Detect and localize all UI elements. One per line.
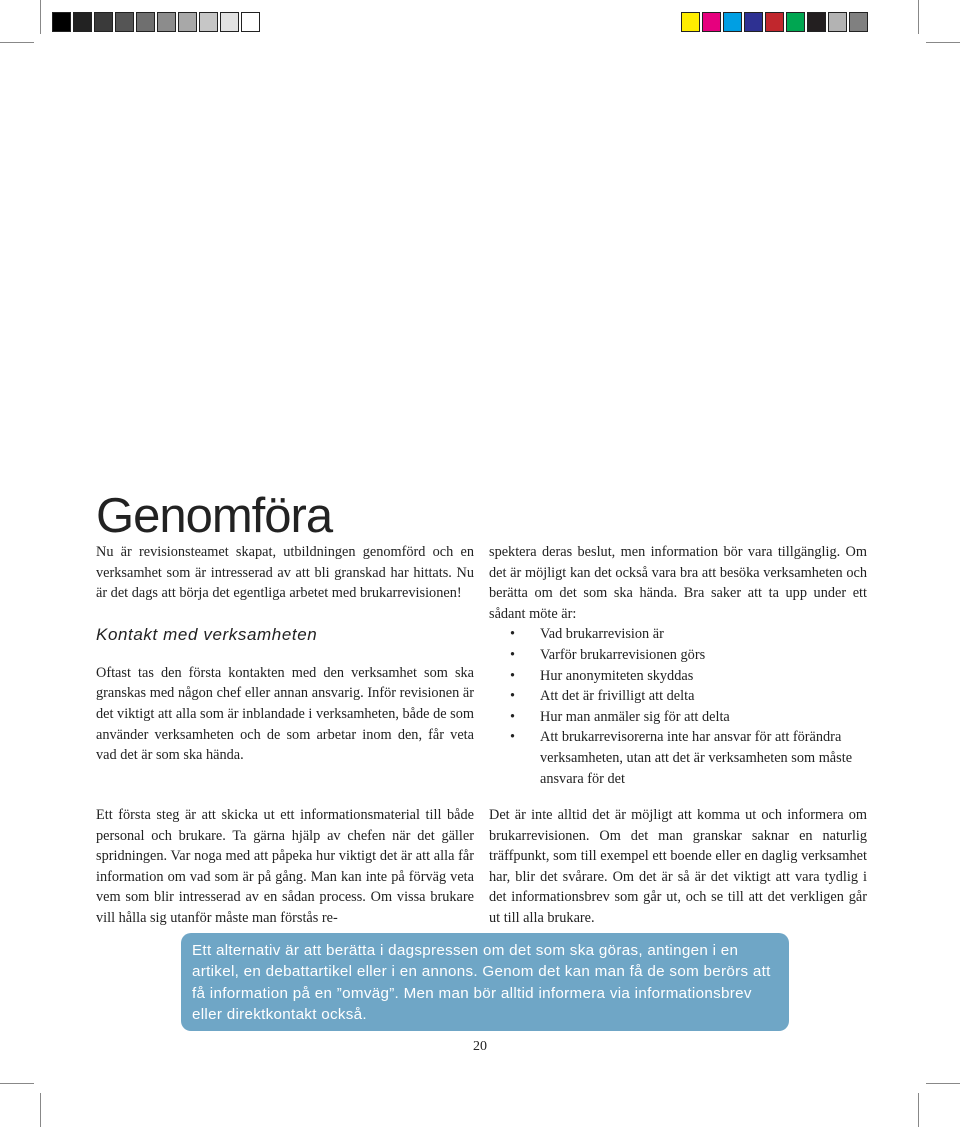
intro-paragraph: Nu är revisionsteamet skapat, utbildningen genomförd och en verksamhet som är intresserad av att bli granskad har hittats. Nu är det dags att börja det egentliga arbetet med brukarrevisionen!: [96, 544, 474, 602]
list-item: [489, 645, 867, 666]
color-swatch: [241, 12, 260, 32]
bullet-glyph: •: [510, 667, 516, 684]
crop-mark: [40, 1093, 41, 1127]
list-item-text: Varför brukarrevisionen görs: [540, 646, 706, 663]
crop-mark: [926, 1083, 960, 1084]
color-swatch: [786, 12, 805, 32]
color-swatch: [52, 12, 71, 32]
right-column-bottom: [489, 805, 867, 929]
bullet-glyph: •: [510, 729, 516, 746]
color-swatch: [157, 12, 176, 32]
list-item: [489, 624, 867, 645]
section-heading: Kontakt med verksamheten: [96, 624, 318, 644]
left-column-top: [96, 542, 474, 766]
color-swatch: [73, 12, 92, 32]
crop-mark: [0, 1083, 34, 1084]
right-column-top: [489, 542, 867, 789]
bullet-glyph: •: [510, 708, 516, 725]
body-paragraph: spektera deras beslut, men information bör vara tillgänglig. Om det är möjligt kan det också vara bra att besöka verksamheten och berätta om det som ska hända. Bra saker att ta upp under ett sådant möte är:: [489, 544, 867, 622]
bullet-glyph: •: [510, 626, 516, 643]
body-paragraph: Det är inte alltid det är möjligt att komma ut och informera om brukarrevisionen. Om det man granskar saknar en naturlig träffpunkt, som till exempel ett boende eller en daglig verksamhet har, blir det svårare. Om det är så är det viktigt att vara tydlig i det informationsbrev som går ut, och se till att det verkligen går ut till alla brukare.: [489, 807, 867, 926]
page-title: Genomföra: [96, 489, 333, 543]
color-swatch: [199, 12, 218, 32]
list-item-text: Att brukarrevisorerna inte har ansvar för att förändra verksamheten, utan att det är verksamheten som måste ansvara för det: [540, 729, 853, 787]
list-item-text: Vad brukarrevision är: [540, 626, 664, 643]
body-paragraph: Oftast tas den första kontakten med den verksamhet som ska granskas med någon chef eller annan ansvarig. Inför revisionen är det viktigt att alla som är inblandade i verksamheten, både de som använder verksamheten och de som arbetar inom den, får veta vad det är som ska hända.: [96, 664, 474, 764]
page-number: 20: [473, 1039, 487, 1054]
color-swatch: [178, 12, 197, 32]
bullet-glyph: •: [510, 688, 516, 705]
color-swatch: [115, 12, 134, 32]
color-swatch: [828, 12, 847, 32]
left-column-bottom: [96, 805, 474, 929]
list-item-text: Hur anonymiteten skyddas: [540, 667, 694, 684]
list-item: [489, 666, 867, 687]
grayscale-color-bar: [52, 12, 262, 32]
bullet-glyph: •: [510, 646, 516, 663]
list-item-text: Hur man anmäler sig för att delta: [540, 708, 730, 725]
info-callout-box: Ett alternativ är att berätta i dagspressen om det som ska göras, antingen i en artikel, en debattartikel eller i en annons. Genom det kan man få de som berörs att få information på en ”omväg”. Men man bör alltid informera via informationsbrev eller direktkontakt också.: [181, 933, 789, 1031]
list-item: [489, 686, 867, 707]
color-swatch: [94, 12, 113, 32]
color-swatch: [702, 12, 721, 32]
crop-mark: [0, 42, 34, 43]
crop-mark: [926, 42, 960, 43]
meeting-topics-list: [489, 624, 867, 789]
list-item: [489, 707, 867, 728]
color-swatch: [136, 12, 155, 32]
color-swatch: [681, 12, 700, 32]
list-item-text: Att det är frivilligt att delta: [540, 688, 695, 705]
color-swatch: [744, 12, 763, 32]
crop-mark: [918, 0, 919, 34]
crop-mark: [40, 0, 41, 34]
color-swatch: [723, 12, 742, 32]
crop-mark: [918, 1093, 919, 1127]
color-swatch: [220, 12, 239, 32]
process-color-bar: [681, 12, 870, 32]
list-item: [489, 727, 867, 789]
color-swatch: [849, 12, 868, 32]
color-swatch: [807, 12, 826, 32]
body-paragraph: Ett första steg är att skicka ut ett informationsmaterial till både personal och brukare. Ta gärna hjälp av chefen när det gäller spridningen. Var noga med att påpeka hur viktigt det är att alla får information om vad som är på gång. Man kan inte på förväg veta vem som blir intresserad av en sådan process. Om vissa brukare vill hålla sig utanför måste man förstås re-: [96, 807, 474, 926]
color-swatch: [765, 12, 784, 32]
